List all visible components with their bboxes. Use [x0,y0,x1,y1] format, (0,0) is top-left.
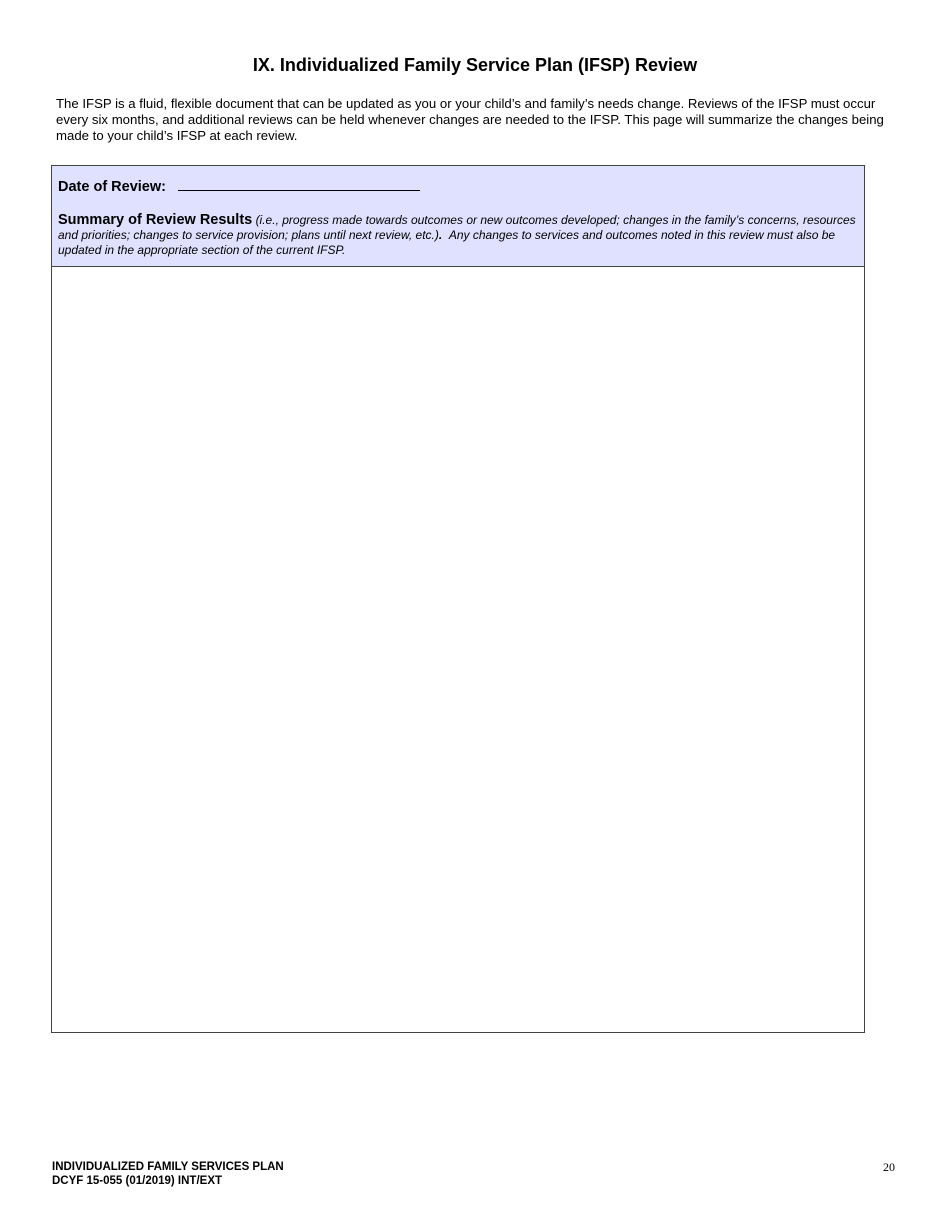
review-box [51,165,865,1033]
date-of-review-label: Date of Review: [58,179,166,195]
summary-instruction: Any changes to services and outcomes noted in this review must also be updated in the appropriate section of the current IFSP. [58,228,836,257]
summary-heading: Summary of Review Results [58,212,253,228]
review-box-header [52,166,864,267]
summary-instructions [58,213,858,258]
footer [52,1160,284,1188]
footer-form-id: DCYF 15-055 (01/2019) INT/EXT [52,1175,223,1187]
page-title: IX. Individualized Family Service Plan (IFSP) Review [252,55,698,75]
page-number: 20 [883,1160,895,1174]
summary-note: (i.e., progress made towards outcomes or new outcomes developed; changes in the family’s concerns, resources and priorities; changes to service provision; plans until next review, etc.) [58,213,856,242]
summary-note-period: . [438,228,443,242]
summary-results-field[interactable] [52,267,864,1032]
date-of-review-row [58,176,858,195]
footer-form-name: INDIVIDUALIZED FAMILY SERVICES PLAN [52,1161,284,1173]
date-of-review-field[interactable] [178,176,420,191]
intro-paragraph: The IFSP is a fluid, flexible document that can be updated as you or your child’s and family’s needs change. Reviews of the IFSP must occur every six months, and additional reviews can be held whenever changes are needed to the IFSP. This page will summarize the changes being made to your child’s IFSP at each review. [56,96,884,143]
